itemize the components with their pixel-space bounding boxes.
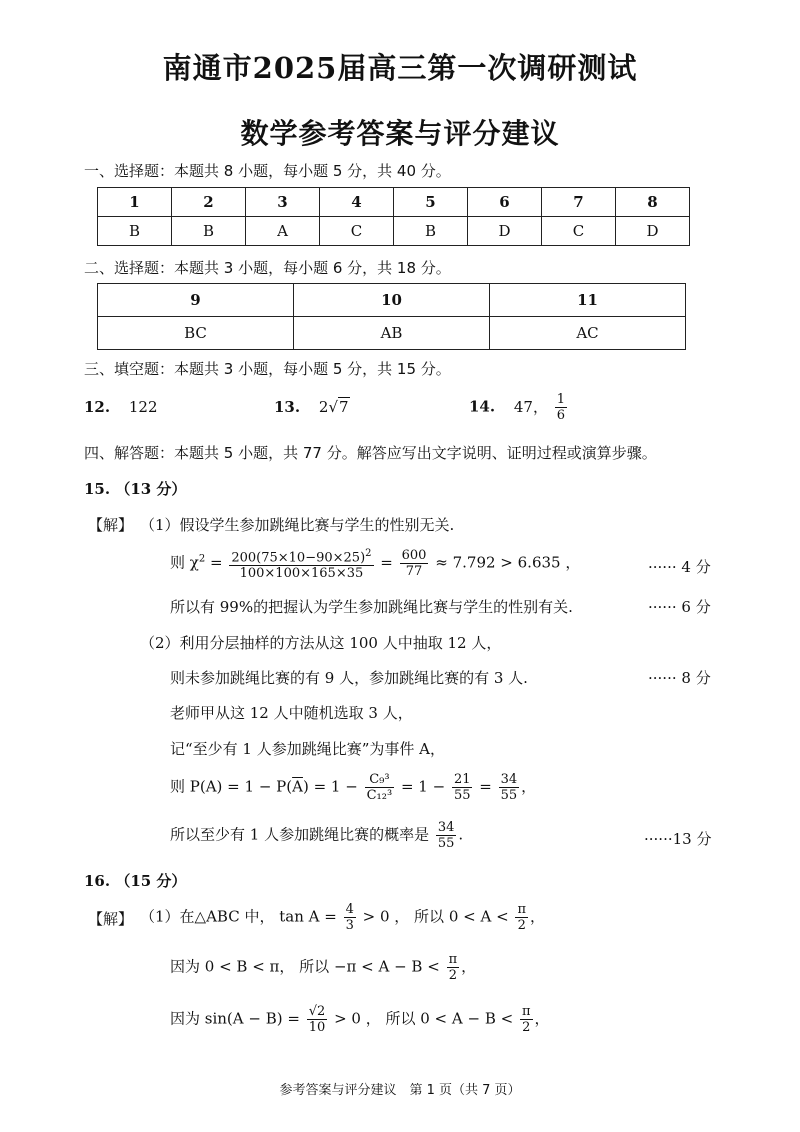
section2-heading: 二、选择题：本题共 3 小题，每小题 6 分，共 18 分。 [84, 259, 451, 277]
sqrt-symbol: √ [328, 398, 338, 416]
page-footer: 参考答案与评分建议 第 1 页（共 7 页） [279, 1083, 521, 1098]
answer-cell: AB [294, 317, 490, 350]
question-number: 5 [394, 188, 468, 217]
answer-radicand: 7 [339, 398, 349, 416]
answer-cell: D [616, 217, 690, 246]
answer-cell: D [468, 217, 542, 246]
fraction: $\frac{4}{3}$ [345, 902, 354, 933]
q16-solution-label: 【解】 [88, 910, 134, 928]
q15-header: 15. （13 分） [84, 480, 187, 498]
q16-header: 16. （15 分） [84, 872, 187, 890]
question-number: 13. [274, 398, 301, 416]
document-title: 南通市2025届高三第一次调研测试 [162, 51, 638, 85]
question-number: 2 [172, 188, 246, 217]
table-row [98, 188, 690, 217]
q15-conclusion1: 所以有 99%的把握认为学生参加跳绳比赛与学生的性别有关. [170, 598, 573, 616]
question-number: 3 [246, 188, 320, 217]
score-mark: ······ 4 分 [648, 558, 711, 576]
q15-line6: 老师甲从这 12 人中随机选取 3 人， [170, 704, 413, 722]
q16-line2: 因为 0 < B < π， 所以 −π < A − B < $\frac{\pi}{2}$ ， [170, 952, 477, 983]
q15-line7: 记“至少有 1 人参加跳绳比赛”为事件 A， [170, 740, 446, 758]
q15-solution-label: 【解】 [88, 516, 134, 534]
q15-final: 所以至少有 1 人参加跳绳比赛的概率是 $\frac{34}{55}$ . [170, 820, 464, 851]
answer-cell: B [98, 217, 172, 246]
fraction: $\frac{21}{55}$ [453, 772, 471, 803]
fraction: $\frac{200(75\times 10-90\times 25)^2}{100\times 100\times 165\times 35}$ [231, 548, 372, 582]
answer-cell: A [246, 217, 320, 246]
question-number: 12. [84, 398, 111, 416]
answer-cell: AC [490, 317, 686, 350]
question-number: 6 [468, 188, 542, 217]
fraction: $\frac{√2}{10}$ [308, 1004, 326, 1035]
question-number: 8 [616, 188, 690, 217]
table-row [98, 317, 686, 350]
question-number: 11 [490, 284, 686, 317]
answer-value: 47， [513, 397, 548, 416]
section4-heading: 四、解答题：本题共 5 小题，共 77 分。解答应写出文字说明、证明过程或演算步骤。 [84, 444, 657, 462]
fraction: $\frac{1}{6}$ [556, 392, 566, 423]
question-number: 1 [98, 188, 172, 217]
question-number: 4 [320, 188, 394, 217]
fraction: $\frac{600}{77}$ [401, 548, 427, 580]
choice-table-2 [97, 283, 686, 350]
answer-cell: C [542, 217, 616, 246]
question-number: 14. [469, 397, 496, 416]
answer-13 [274, 398, 350, 416]
q15-part1: （1）假设学生参加跳绳比赛与学生的性别无关. [140, 516, 455, 534]
answer-value: 2 [318, 398, 329, 416]
q16-line3: 因为 sin(A − B) = $\frac{√2}{10}$ > 0 ， 所以 0 < A − B < $\frac{\pi}{2}$ ， [170, 1004, 550, 1035]
score-mark: ······13 分 [644, 830, 712, 848]
choice-table-1 [97, 187, 690, 246]
question-number: 10 [294, 284, 490, 317]
answer-cell: B [394, 217, 468, 246]
fraction: $\frac{\pi}{2}$ [521, 1004, 531, 1035]
fraction: $\frac{\text{C₉³}}{\text{C₁₂³}}$ [366, 772, 393, 803]
score-mark: ······ 6 分 [648, 598, 711, 616]
q15-line5: 则未参加跳绳比赛的有 9 人，参加跳绳比赛的有 3 人. [170, 669, 528, 687]
section3-heading: 三、填空题：本题共 3 小题，每小题 5 分，共 15 分。 [84, 360, 451, 378]
answer-cell: BC [98, 317, 294, 350]
answer-14 [469, 392, 569, 423]
document-subtitle: 数学参考答案与评分建议 [240, 117, 560, 150]
answer-value: 122 [128, 398, 158, 416]
table-row [98, 217, 690, 246]
q16-line1: （1）在△ABC 中， tan A = $\frac{4}{3}$ > 0 ， 所以 0 < A < $\frac{\pi}{2}$ ， [140, 902, 545, 933]
chi-result: ≈ 7.792 > 6.635 ， [435, 553, 581, 572]
q15-part2: （2）利用分层抽样的方法从这 100 人中抽取 12 人， [140, 634, 502, 652]
fraction: $\frac{\pi}{2}$ [448, 952, 458, 983]
fraction: $\frac{34}{55}$ [500, 772, 518, 803]
score-mark: ······ 8 分 [648, 669, 711, 687]
answer-12 [84, 398, 158, 416]
answer-cell: C [320, 217, 394, 246]
chi-prefix: 则 χ [170, 553, 199, 572]
q15-probability: 则 $P(A) = 1 - P(\overline{A}) = 1$ − $\frac{\text{C₉³}}{\text{C₁₂³}}$ = 1 − $\frac{21}{55}$ = $\frac{34}{55}$ ， [170, 772, 537, 803]
question-number: 9 [98, 284, 294, 317]
answer-cell: B [172, 217, 246, 246]
fraction: $\frac{\pi}{2}$ [517, 902, 526, 933]
q15-chi-square: 则 $\chi^2$ = $\frac{200(75\times 10-90\times 25)^2}{100\times 100\times 165\times 35}$ = $\frac{600}{77}$ ≈ 7.792 > 6.635 ， [170, 548, 581, 582]
table-row [98, 284, 686, 317]
question-number: 7 [542, 188, 616, 217]
section1-heading: 一、选择题：本题共 8 小题，每小题 5 分，共 40 分。 [84, 162, 451, 180]
fraction: $\frac{34}{55}$ [437, 820, 455, 851]
